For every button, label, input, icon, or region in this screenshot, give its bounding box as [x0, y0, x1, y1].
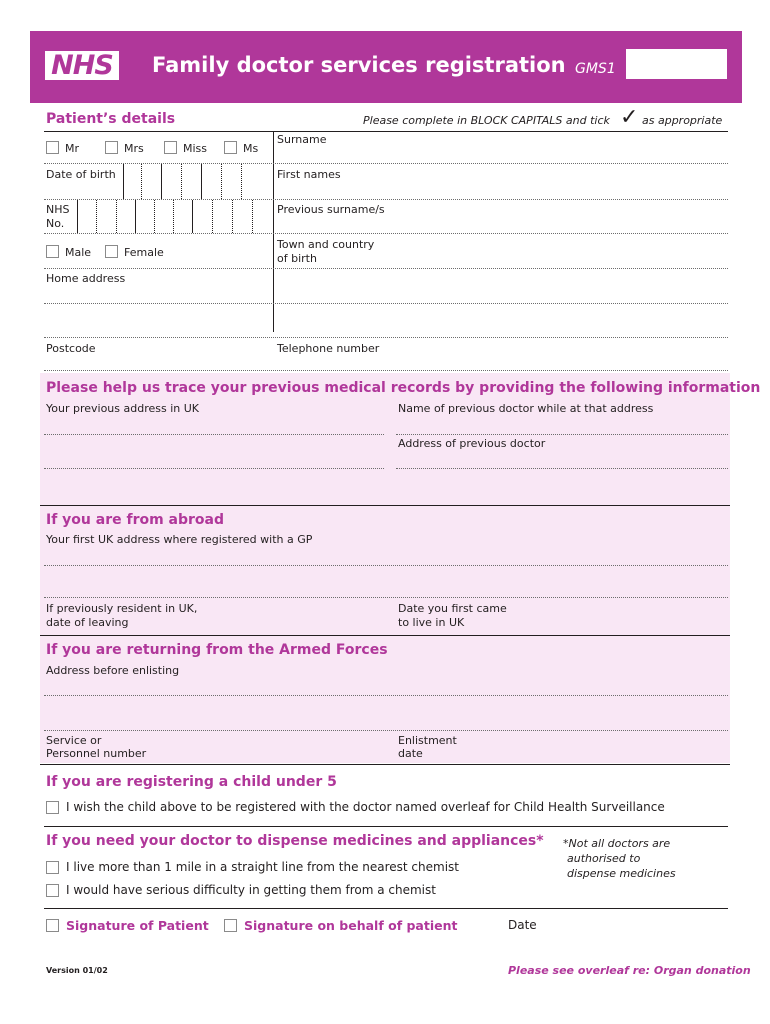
- previous-doctor-line[interactable]: [396, 434, 728, 435]
- dispense-medicines-title: If you need your doctor to dispense medicines and appliances*: [46, 833, 544, 849]
- home-address-line[interactable]: [44, 337, 728, 338]
- form-code: GMS1: [575, 61, 616, 77]
- town-of-birth-label-line1: Town and country: [277, 238, 375, 251]
- surname-label: Surname: [277, 133, 327, 146]
- service-number-label-line2: Personnel number: [46, 747, 147, 760]
- date-of-birth-label: Date of birth: [46, 168, 116, 181]
- checkbox-female[interactable]: [105, 245, 118, 258]
- previous-doctor-address-line[interactable]: [396, 468, 728, 469]
- signature-date-label: Date: [508, 918, 537, 932]
- title-mr-label: Mr: [65, 142, 80, 155]
- section-divider: [44, 826, 728, 827]
- previous-address-label: Your previous address in UK: [46, 402, 200, 415]
- checkbox-signature-on-behalf[interactable]: [224, 919, 237, 932]
- section-divider: [40, 635, 730, 636]
- date-of-leaving-label-line1: If previously resident in UK,: [46, 602, 198, 615]
- title-miss-label: Miss: [183, 142, 208, 155]
- dispense-footnote-line2: authorised to: [567, 852, 641, 865]
- row-divider: [44, 268, 728, 269]
- form-title: Family doctor services registration: [152, 53, 566, 77]
- row-divider: [44, 370, 728, 371]
- previous-doctor-address-label: Address of previous doctor: [398, 437, 546, 450]
- section-divider: [44, 908, 728, 909]
- previous-address-line[interactable]: [44, 434, 384, 435]
- form-code-box[interactable]: [626, 49, 727, 79]
- column-divider: [273, 132, 274, 332]
- checkbox-signature-patient[interactable]: [46, 919, 59, 932]
- dispense-footnote-line1: *Not all doctors are: [563, 837, 671, 850]
- nhs-number-boxes[interactable]: [77, 200, 273, 233]
- records-trace-panel: [40, 373, 730, 763]
- as-appropriate-label: as appropriate: [642, 114, 723, 127]
- previous-surnames-label: Previous surname/s: [277, 203, 385, 216]
- female-label: Female: [124, 246, 164, 259]
- date-came-to-uk-label-line2: to live in UK: [398, 616, 465, 629]
- child-health-surveillance-label: I wish the child above to be registered with the doctor named overleaf for Child Health Surveillance: [66, 800, 665, 814]
- patient-details-title: Patient’s details: [46, 111, 176, 127]
- telephone-label: Telephone number: [277, 342, 380, 355]
- home-address-label: Home address: [46, 272, 126, 285]
- section-divider: [40, 505, 730, 506]
- date-of-birth-boxes[interactable]: [123, 164, 273, 199]
- armed-forces-title: If you are returning from the Armed Forces: [46, 642, 388, 658]
- checkbox-child-health-surveillance[interactable]: [46, 801, 59, 814]
- title-mrs-label: Mrs: [124, 142, 144, 155]
- address-before-enlisting-line[interactable]: [44, 730, 728, 731]
- signature-of-patient-label: Signature of Patient: [66, 918, 209, 933]
- first-uk-address-line[interactable]: [44, 565, 728, 566]
- first-uk-address-line[interactable]: [44, 597, 728, 598]
- enlistment-date-label-line1: Enlistment: [398, 734, 457, 747]
- difficulty-getting-medicines-label: I would have serious difficulty in getting them from a chemist: [66, 883, 436, 897]
- nhs-no-label-line1: NHS: [46, 203, 70, 216]
- section-divider: [44, 131, 728, 132]
- signature-on-behalf-label: Signature on behalf of patient: [244, 918, 458, 933]
- organ-donation-note: Please see overleaf re: Organ donation: [508, 964, 751, 977]
- male-label: Male: [65, 246, 92, 259]
- checkbox-mrs[interactable]: [105, 141, 118, 154]
- home-address-line[interactable]: [44, 303, 728, 304]
- checkbox-miss[interactable]: [164, 141, 177, 154]
- version-label: Version 01/02: [46, 966, 108, 975]
- date-came-to-uk-label-line1: Date you first came: [398, 602, 507, 615]
- block-capitals-instruction: Please complete in BLOCK CAPITALS and tick: [363, 114, 610, 127]
- previous-doctor-label: Name of previous doctor while at that address: [398, 402, 654, 415]
- checkbox-male[interactable]: [46, 245, 59, 258]
- enlistment-date-label-line2: date: [398, 747, 423, 760]
- postcode-label: Postcode: [46, 342, 96, 355]
- row-divider: [44, 233, 728, 234]
- checkbox-ms[interactable]: [224, 141, 237, 154]
- address-before-enlisting-line[interactable]: [44, 695, 728, 696]
- title-ms-label: Ms: [243, 142, 259, 155]
- child-under-5-title: If you are registering a child under 5: [46, 774, 337, 790]
- nhs-no-label-line2: No.: [46, 217, 65, 230]
- dispense-footnote-line3: dispense medicines: [567, 867, 676, 880]
- service-number-label-line1: Service or: [46, 734, 102, 747]
- tick-mark-icon: ✓: [620, 105, 639, 130]
- section-divider: [40, 764, 730, 765]
- distance-from-chemist-label: I live more than 1 mile in a straight line from the nearest chemist: [66, 860, 459, 874]
- date-of-leaving-label-line2: date of leaving: [46, 616, 129, 629]
- checkbox-difficulty-getting-medicines[interactable]: [46, 884, 59, 897]
- address-before-enlisting-label: Address before enlisting: [46, 664, 180, 677]
- trace-records-title: Please help us trace your previous medical records by providing the following information: [46, 380, 761, 396]
- checkbox-mr[interactable]: [46, 141, 59, 154]
- previous-address-line[interactable]: [44, 468, 384, 469]
- nhs-logo: NHS: [45, 51, 119, 80]
- from-abroad-title: If you are from abroad: [46, 512, 225, 528]
- town-of-birth-label-line2: of birth: [277, 252, 317, 265]
- checkbox-distance-from-chemist[interactable]: [46, 861, 59, 874]
- first-names-label: First names: [277, 168, 341, 181]
- first-uk-address-label: Your first UK address where registered with a GP: [46, 533, 313, 546]
